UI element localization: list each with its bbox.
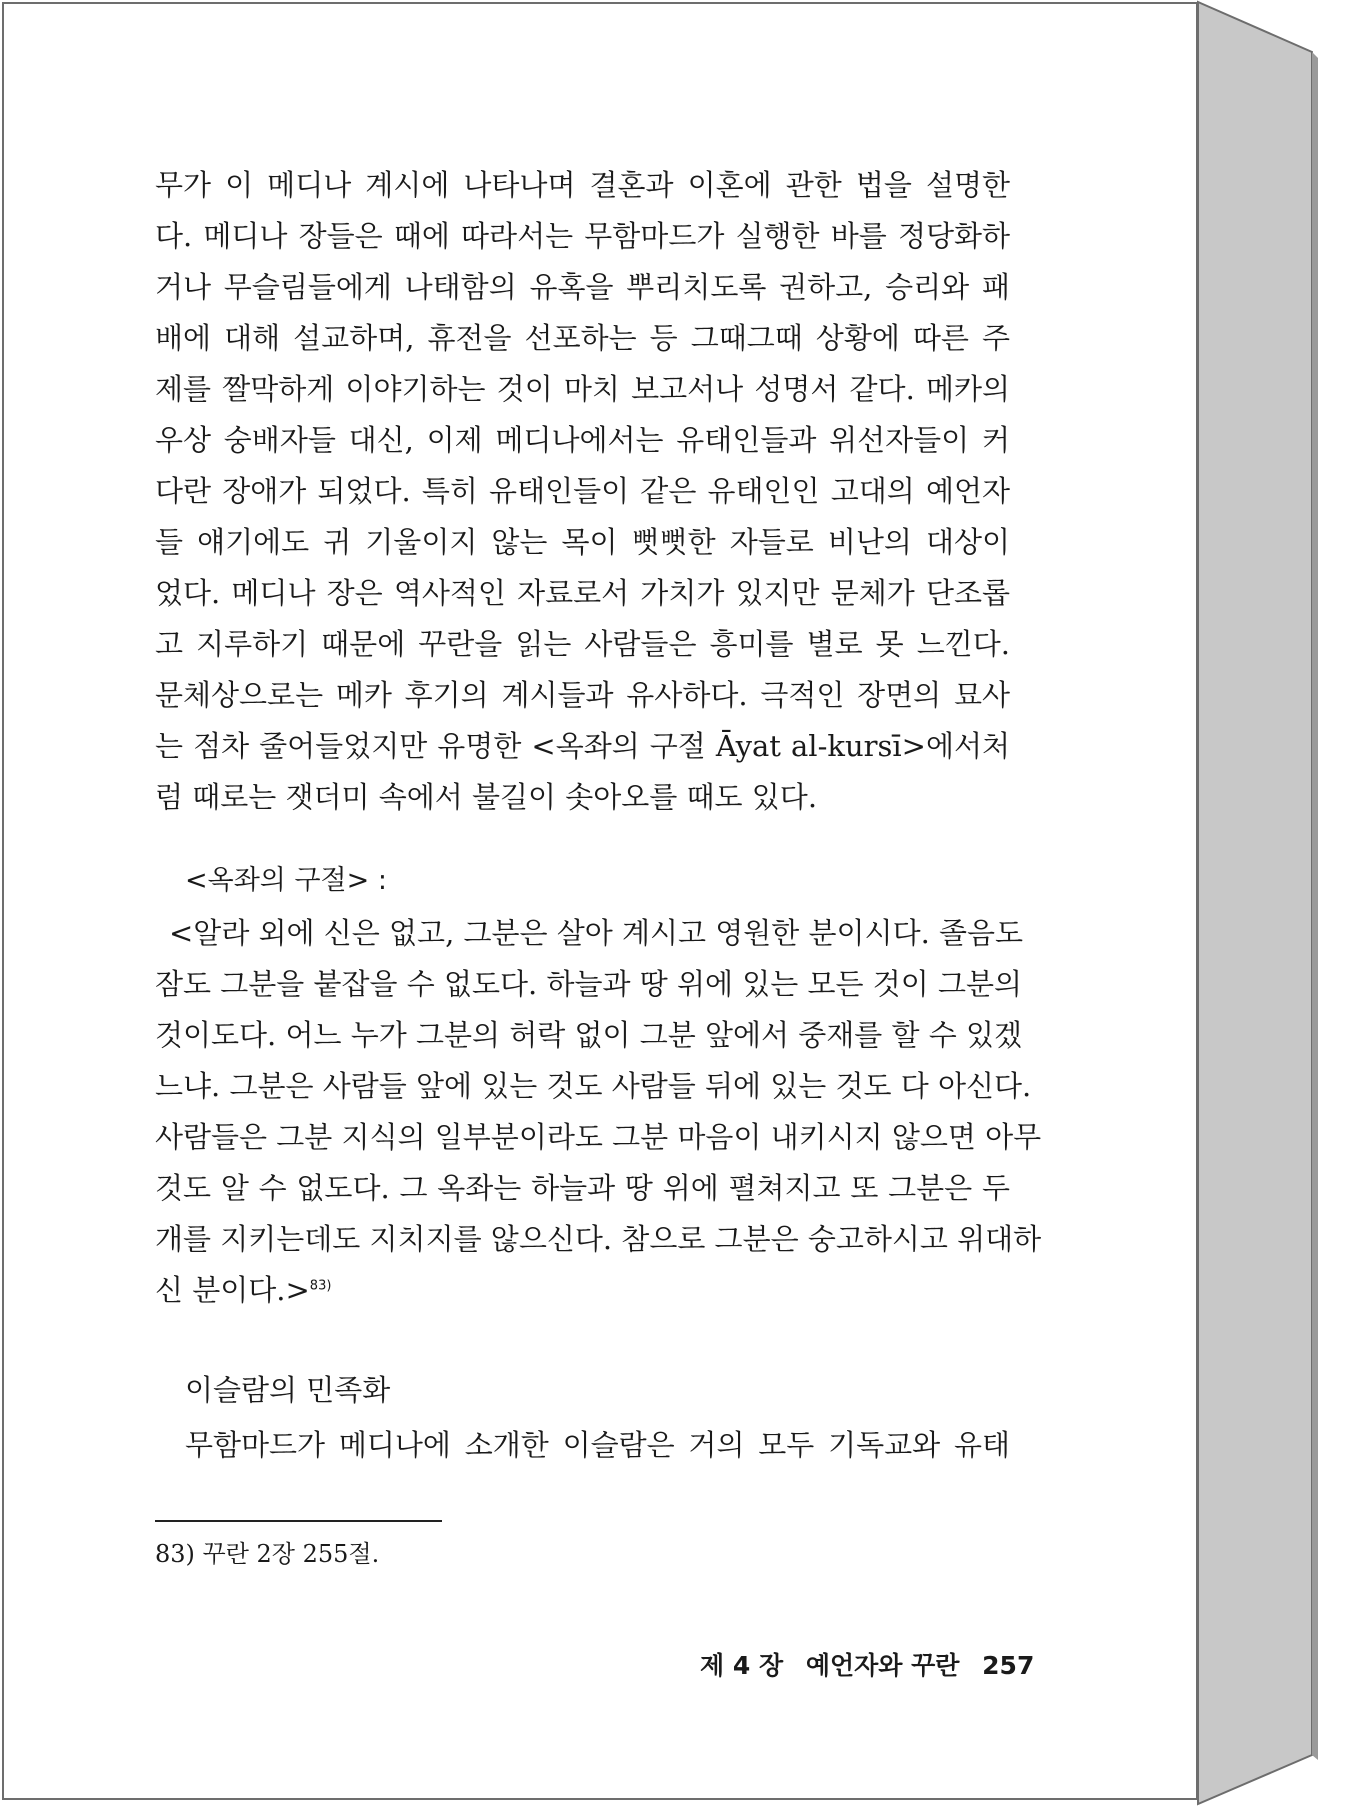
page-content [155, 160, 1010, 823]
body-line: 문체상으로는 메카 후기의 계시들과 유사하다. 극적인 장면의 묘사 [155, 678, 1010, 712]
quote-line: 것도 알 수 없도다. 그 옥좌는 하늘과 땅 위에 펼쳐지고 또 그분은 두 [155, 1171, 1010, 1205]
body-line: 거나 무슬림들에게 나태함의 유혹을 뿌리치도록 권하고, 승리와 패 [155, 270, 1010, 304]
quote-line: 느냐. 그분은 사람들 앞에 있는 것도 사람들 뒤에 있는 것도 다 아신다. [155, 1069, 1032, 1103]
body-line: 는 점차 줄어들었지만 유명한 <옥좌의 구절 Āyat al-kursī>에서처 [155, 729, 1010, 763]
quote-last-line [155, 1265, 1010, 1316]
body-line: 고 지루하기 때문에 꾸란을 읽는 사람들은 흥미를 별로 못 느낀다. [155, 627, 1010, 661]
quote-line: <알라 외에 신은 없고, 그분은 살아 계시고 영원한 분이시다. 졸음도 [169, 916, 1024, 950]
section-first-line: 무함마드가 메디나에 소개한 이슬람은 거의 모두 기독교와 유태 [185, 1428, 1010, 1462]
page-number: 257 [982, 1651, 1035, 1680]
quote-line: 사람들은 그분 지식의 일부분이라도 그분 마음이 내키시지 않으면 아무 [155, 1120, 1042, 1154]
body-line: 다란 장애가 되었다. 특히 유태인들이 같은 유태인인 고대의 예언자 [155, 474, 1010, 508]
quote-label: <옥좌의 구절> : [185, 865, 387, 896]
quote-line: 것이도다. 어느 누가 그분의 허락 없이 그분 앞에서 중재를 할 수 있겠 [155, 1018, 1022, 1052]
footer-title: 예언자와 꾸란 [805, 1651, 960, 1680]
section-heading: 이슬람의 민족화 [185, 1373, 391, 1407]
body-line: 다. 메디나 장들은 때에 따라서는 무함마드가 실행한 바를 정당화하 [155, 219, 1010, 253]
quote-block [155, 908, 1042, 1316]
body-paragraph [155, 160, 1010, 823]
quote-line: 개를 지키는데도 지치지를 않으신다. 참으로 그분은 숭고하시고 위대하 [155, 1222, 1042, 1256]
body-line: 우상 숭배자들 대신, 이제 메디나에서는 유태인들과 위선자들이 커 [155, 423, 1010, 457]
running-footer [700, 1646, 1035, 1682]
footnote-divider [155, 1520, 442, 1522]
body-line: 럼 때로는 잿더미 속에서 불길이 솟아오를 때도 있다. [155, 780, 818, 814]
body-line: 었다. 메디나 장은 역사적인 자료로서 가치가 있지만 문체가 단조롭 [155, 576, 1010, 610]
body-line: 무가 이 메디나 계시에 나타나며 결혼과 이혼에 관한 법을 설명한 [155, 168, 1010, 202]
footer-chapter: 제 4 장 [700, 1651, 784, 1680]
quote-line: 잠도 그분을 붙잡을 수 없도다. 하늘과 땅 위에 있는 모든 것이 그분의 [155, 967, 1022, 1001]
body-line: 제를 짤막하게 이야기하는 것이 마치 보고서나 성명서 같다. 메카의 [155, 372, 1010, 406]
body-line: 배에 대해 설교하며, 휴전을 선포하는 등 그때그때 상황에 따른 주 [155, 321, 1010, 355]
footnote-reference[interactable]: 83) [309, 1278, 332, 1294]
footnote-text: 83) 꾸란 2장 255절. [155, 1540, 380, 1568]
quote-line: 신 분이다.> [155, 1273, 310, 1307]
body-line: 들 얘기에도 귀 기울이지 않는 목이 뻣뻣한 자들로 비난의 대상이 [155, 525, 1010, 559]
